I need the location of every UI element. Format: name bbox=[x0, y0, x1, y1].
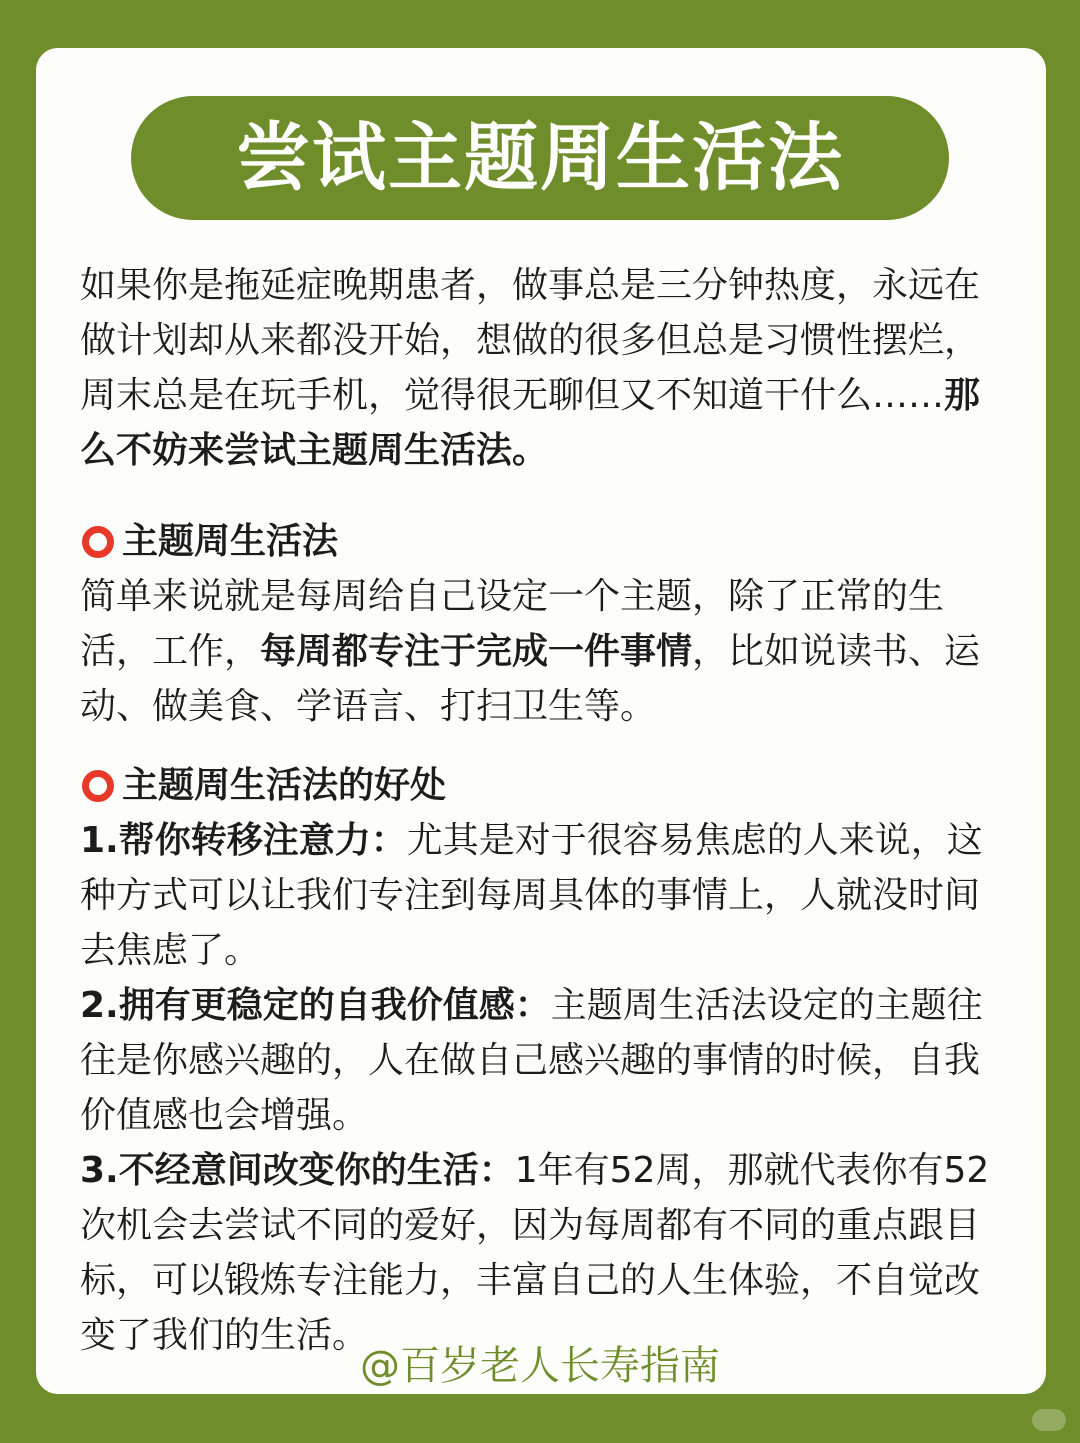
method-text-emphasis: 每周都专注于完成一件事情 bbox=[260, 631, 693, 672]
benefit-item bbox=[80, 813, 1010, 978]
corner-logo-icon bbox=[1032, 1409, 1066, 1431]
method-text-start: 简单来说就是每周给自己设定一个主题，除了正常的生活，工作， bbox=[80, 576, 945, 672]
section-method-paragraph bbox=[80, 569, 1010, 734]
benefit-item bbox=[80, 1143, 1010, 1363]
benefit-item bbox=[80, 978, 1010, 1143]
section-heading-method-text: 主题周生活法 bbox=[122, 521, 339, 562]
author-watermark: @百岁老人长寿指南 bbox=[360, 1343, 720, 1389]
benefit-label: 2.拥有更稳定的自我价值感： bbox=[80, 985, 551, 1026]
intro-paragraph bbox=[80, 258, 1010, 478]
intro-emphasis: 那么不妨来尝试主题周生活法。 bbox=[80, 375, 981, 471]
content-card bbox=[36, 48, 1046, 1394]
red-ring-icon bbox=[82, 770, 114, 802]
article-body bbox=[80, 258, 1010, 1363]
section-heading-benefits bbox=[80, 758, 1010, 813]
section-spacer bbox=[80, 734, 1010, 758]
section-heading-method bbox=[80, 514, 1010, 569]
benefit-text: 1年有52周，那就代表你有52次机会去尝试不同的爱好，因为每周都有不同的重点跟目标，可以锻炼专注能力，丰富自己的人生体验，不自觉改变了我们的生活。 bbox=[80, 1150, 990, 1356]
benefit-label: 1.帮你转移注意力： bbox=[80, 820, 407, 861]
section-heading-benefits-text: 主题周生活法的好处 bbox=[122, 765, 447, 806]
method-text-end: ，比如说读书、运动、做美食、学语言、打扫卫生等。 bbox=[80, 631, 981, 727]
red-ring-icon bbox=[82, 526, 114, 558]
benefit-label: 3.不经意间改变你的生活： bbox=[80, 1150, 515, 1191]
benefit-text: 尤其是对于很容易焦虑的人来说，这种方式可以让我们专注到每周具体的事情上，人就没时间去焦虑了。 bbox=[80, 820, 983, 971]
page-title: 尝试主题周生活法 bbox=[236, 115, 844, 201]
benefit-text: 主题周生活法设定的主题往往是你感兴趣的，人在做自己感兴趣的事情的时候，自我价值感也会增强。 bbox=[80, 985, 983, 1136]
section-method bbox=[80, 514, 1010, 734]
intro-text: 如果你是拖延症晚期患者，做事总是三分钟热度，永远在做计划却从来都没开始，想做的很多但总是习惯性摆烂，周末总是在玩手机，觉得很无聊但又不知道干什么…… bbox=[80, 265, 981, 416]
title-banner bbox=[131, 96, 949, 220]
section-benefits bbox=[80, 758, 1010, 1363]
